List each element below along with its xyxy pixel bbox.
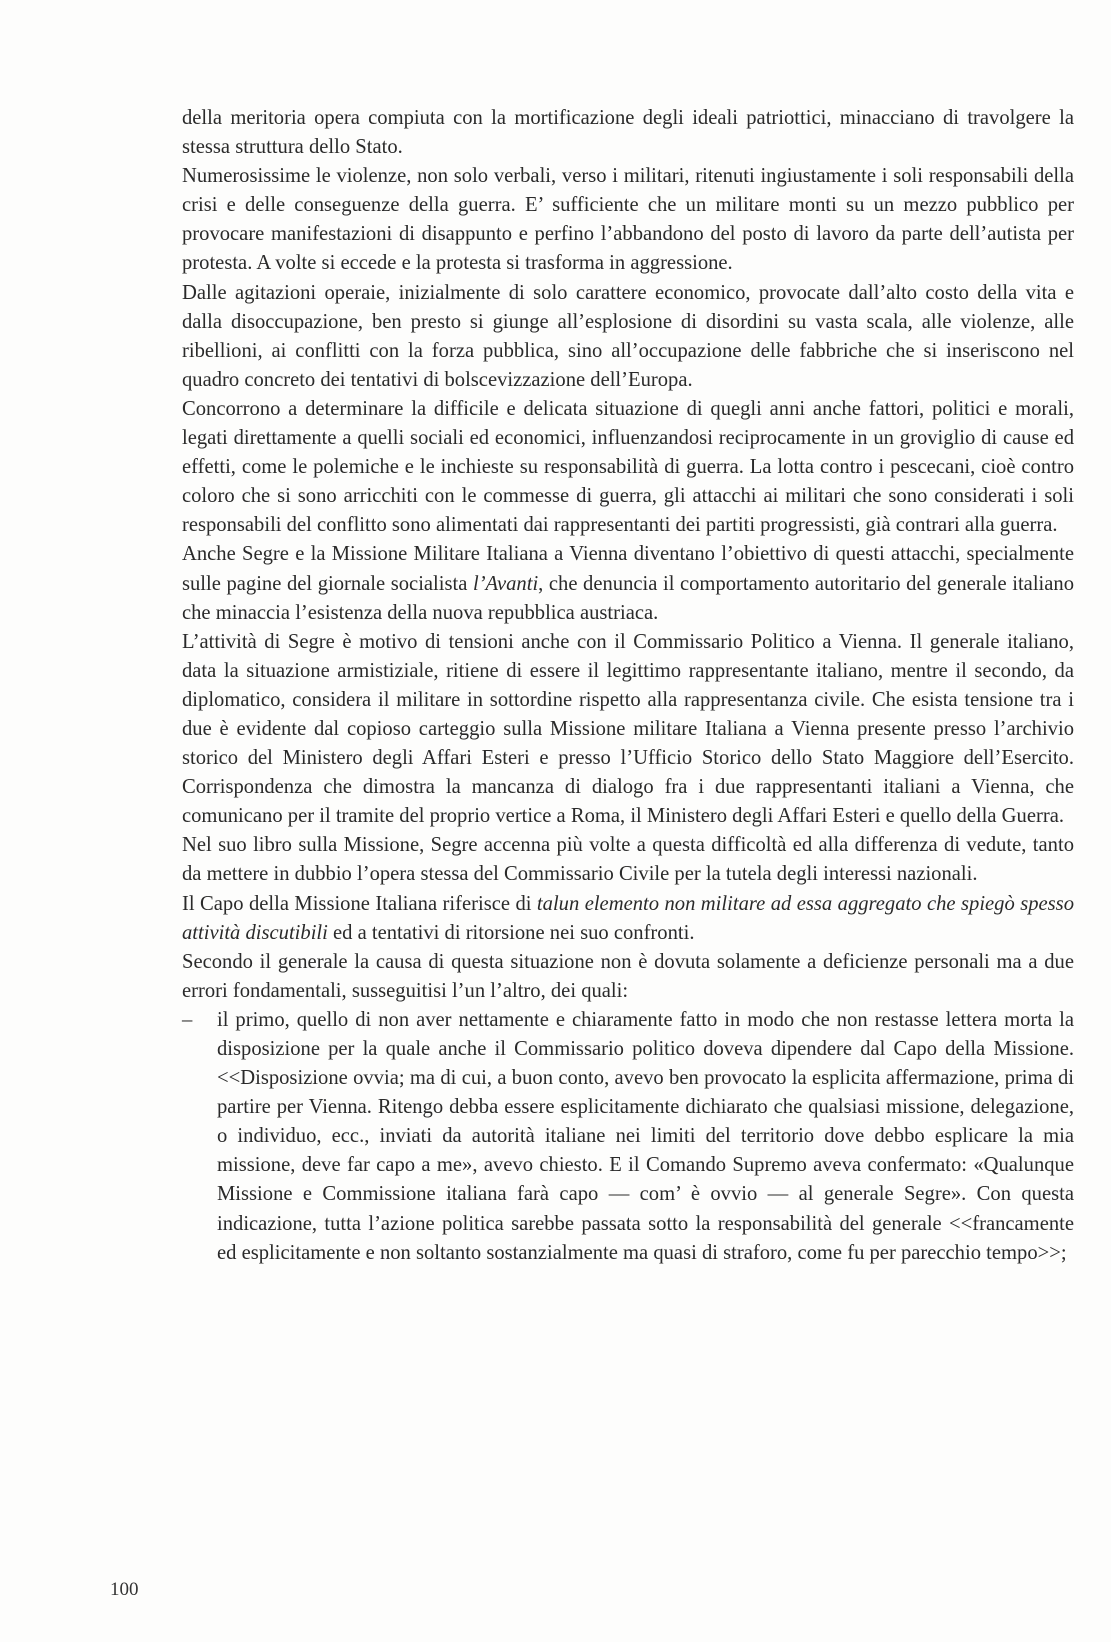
paragraph-8 [182,890,1074,948]
paragraph-3 [182,279,1074,395]
italic-quotation: talun elemento non militare ad essa aggregato che spiegò spesso attività discutibili [182,892,1074,944]
paragraph-text: Nel suo libro sulla Missione, Segre accenna più volte a questa difficoltà ed alla differenza di vedute, tanto da mettere in dubbio l’opera stessa del Commissario Civile per la tutela degli interessi nazionali. [182,834,1074,886]
paragraph-text: Secondo il generale la causa di questa situazione non è dovuta solamente a deficienze personali ma a due errori fondamentali, susseguitisi l’un l’altro, dei quali: [182,950,1074,1002]
paragraph-text: Concorrono a determinare la difficile e delicata situazione di quegli anni anche fattori, politici e morali, legati direttamente a quelli sociali ed economici, influenzandosi reciprocamente in un groviglio di cause ed effetti, come le polemiche e le inchieste su responsabilità di guerra. La lotta contro i pescecani, cioè contro coloro che si sono arricchiti con le commesse di guerra, gli attacchi ai militari che sono considerati i soli responsabili del conflitto sono alimentati dai rappresentanti dei partiti progressisti, già contrari alla guerra. [182,397,1074,537]
newspaper-title: l’Avanti [472,572,539,595]
paragraph-6 [182,628,1074,832]
paragraph-text: ed a tentativi di ritorsione nei suo confronti. [327,921,695,944]
paragraph-text: Dalle agitazioni operaie, inizialmente di solo carattere economico, provocate dall’alto costo della vita e dalla disoccupazione, ben presto si giunge all’esplosione di disordini su vasta scala, alle violenze, alle ribellioni, ai conflitti con la forza pubblica, sino all’occupazione delle fabbriche che si inseriscono nel quadro concreto dei tentativi di bolscevizzazione dell’Europa. [182,281,1074,391]
paragraph-text: Anche Segre e la Missione Militare Italiana a Vienna diventano l’obiettivo di questi attacchi, specialmente sulle pagine del giornale socialista [182,543,1074,595]
paragraph-text: della meritoria opera compiuta con la mortificazione degli ideali patriottici, minacciano di travolgere la stessa struttura dello Stato. [182,107,1074,159]
list-item-text: il primo, quello di non aver nettamente e chiaramente fatto in modo che non restasse lettera morta la disposizione per la quale anche il Commissario politico doveva dipendere dal Capo della Missione. <<Disposizione ovvia; ma di cui, a buon conto, avevo ben provocato la esplicita affermazione, prima di partire per Vienna. Ritengo debba essere esplicitamente dichiarato che qualsiasi missione, delegazione, o individuo, ecc., inviati da autorità italiane nei limiti del territorio dove debbo esplicare la mia missione, deve far capo a me», avevo chiesto. E il Comando Supremo aveva confermato: «Qualunque Missione e Commissione italiana farà capo — com’ è ovvio — al generale Segre». Con questa indicazione, tutta l’azione politica sarebbe passata sotto la responsabilità del generale <<francamente ed esplicitamente e non soltanto sostanzialmente ma quasi di straforo, come fu per parecchio tempo>>; [217,1008,1074,1264]
paragraph-text: Numerosissime le violenze, non solo verbali, verso i militari, ritenuti ingiustamente i soli responsabili della crisi e delle conseguenze della guerra. E’ sufficiente che un militare monti su un mezzo pubblico per provocare manifestazioni di disappunto e perfino l’abbandono del posto di lavoro da parte dell’autista per protesta. A volte si eccede e la protesta si trasforma in aggressione. [182,165,1074,275]
list-item [182,1006,1074,1268]
paragraph-text: L’attività di Segre è motivo di tensioni anche con il Commissario Politico a Vienna. Il generale italiano, data la situazione armistiziale, ritiene di essere il legittimo rappresentante italiano, mentre il secondo, da diplomatico, considera il militare in sottordine rispetto alla rappresentanza civile. Che esista tensione tra i due è evidente dal copioso carteggio sulla Missione militare Italiana a Vienna presente presso l’archivio storico del Ministero degli Affari Esteri e presso l’Ufficio Storico dello Stato Maggiore dell’Esercito. Corrispondenza che dimostra la mancanza di dialogo fra i due rappresentanti italiani a Vienna, che comunicano per il tramite del proprio vertice a Roma, il Ministero degli Affari Esteri e quello della Guerra. [182,630,1074,828]
dash-marker: – [182,1008,193,1031]
paragraph-2 [182,162,1074,278]
paragraph-4 [182,395,1074,540]
paragraph-1 [182,104,1074,162]
page-number: 100 [110,1579,139,1600]
paragraph-9 [182,948,1074,1006]
paragraph-text: , che denuncia il comportamento autoritario del generale italiano che minaccia l’esistenza della nuova repubblica austriaca. [182,572,1074,624]
paragraph-7 [182,831,1074,889]
paragraph-text: Il Capo della Missione Italiana riferisce di [182,892,537,915]
body-text [182,104,1074,1268]
bullet-list [182,1006,1074,1268]
paragraph-5 [182,540,1074,627]
